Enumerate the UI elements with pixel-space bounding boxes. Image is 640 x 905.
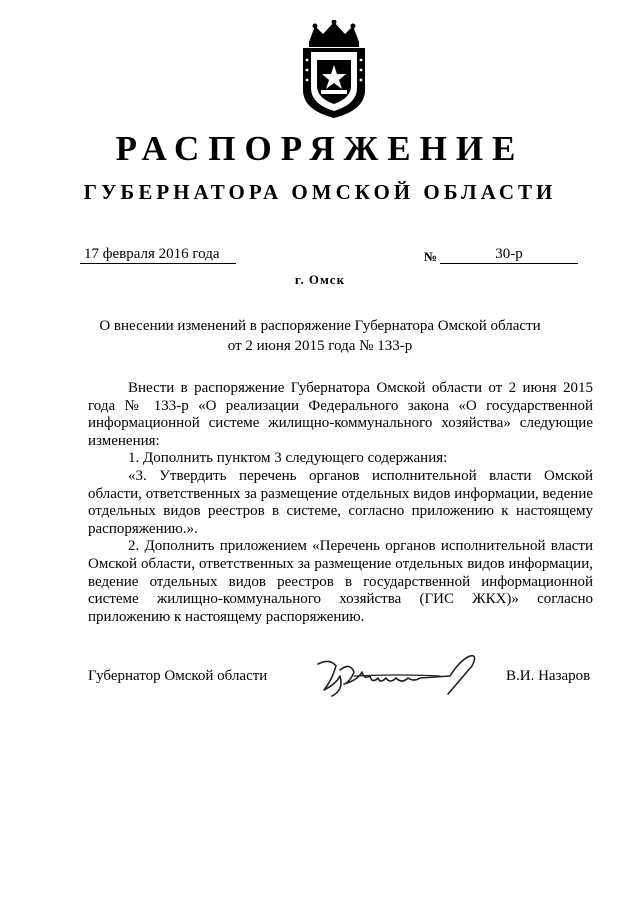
document-date: 17 февраля 2016 года [80,245,236,264]
body-paragraph-2: 1. Дополнить пунктом 3 следующего содержания: [128,450,448,467]
signatory-name: В.И. Назаров [506,668,591,684]
subject-line-2: от 2 июня 2015 года № 133-р [227,338,413,354]
body-paragraph-3: «3. Утвердить перечень органов исполнительной власти Омской области, ответственных за размещение отдельных видов информации, ведение отдельных видов реестров в системе, согласно приложению к настоящему распоряжению.». [88,467,593,537]
document-subject [60,316,580,356]
body-paragraph-4: 2. Дополнить приложением «Перечень органов исполнительной власти Омской области, ответственных за размещение отдельных видов информации, ведение отдельных видов реестров в государственной информационной системе жилищно-коммунального хозяйства (ГИС ЖКХ)» согласно приложению к настоящему распоряжению. [88,538,593,625]
subject-line-1: О внесении изменений в распоряжение Губернатора Омской области [99,318,541,334]
issuer-title: ГУБЕРНАТОРА ОМСКОЙ ОБЛАСТИ [83,180,557,204]
number-label: № [424,249,438,264]
document-type-title: РАСПОРЯЖЕНИЕ [115,129,525,168]
handwritten-signature [310,650,485,702]
city-label: г. Омск [294,272,346,287]
signatory-position: Губернатор Омской области [88,668,268,684]
document-number: 30-р [440,245,578,264]
body-paragraph-1: Внести в распоряжение Губернатора Омской области от 2 июня 2015 года № 133-р «О реализации Федерального закона «О государственной информационной системе жилищно-коммунального хозяйства» следующие изменения: [88,380,593,449]
coat-of-arms-emblem [297,20,371,120]
document-body [88,380,593,626]
